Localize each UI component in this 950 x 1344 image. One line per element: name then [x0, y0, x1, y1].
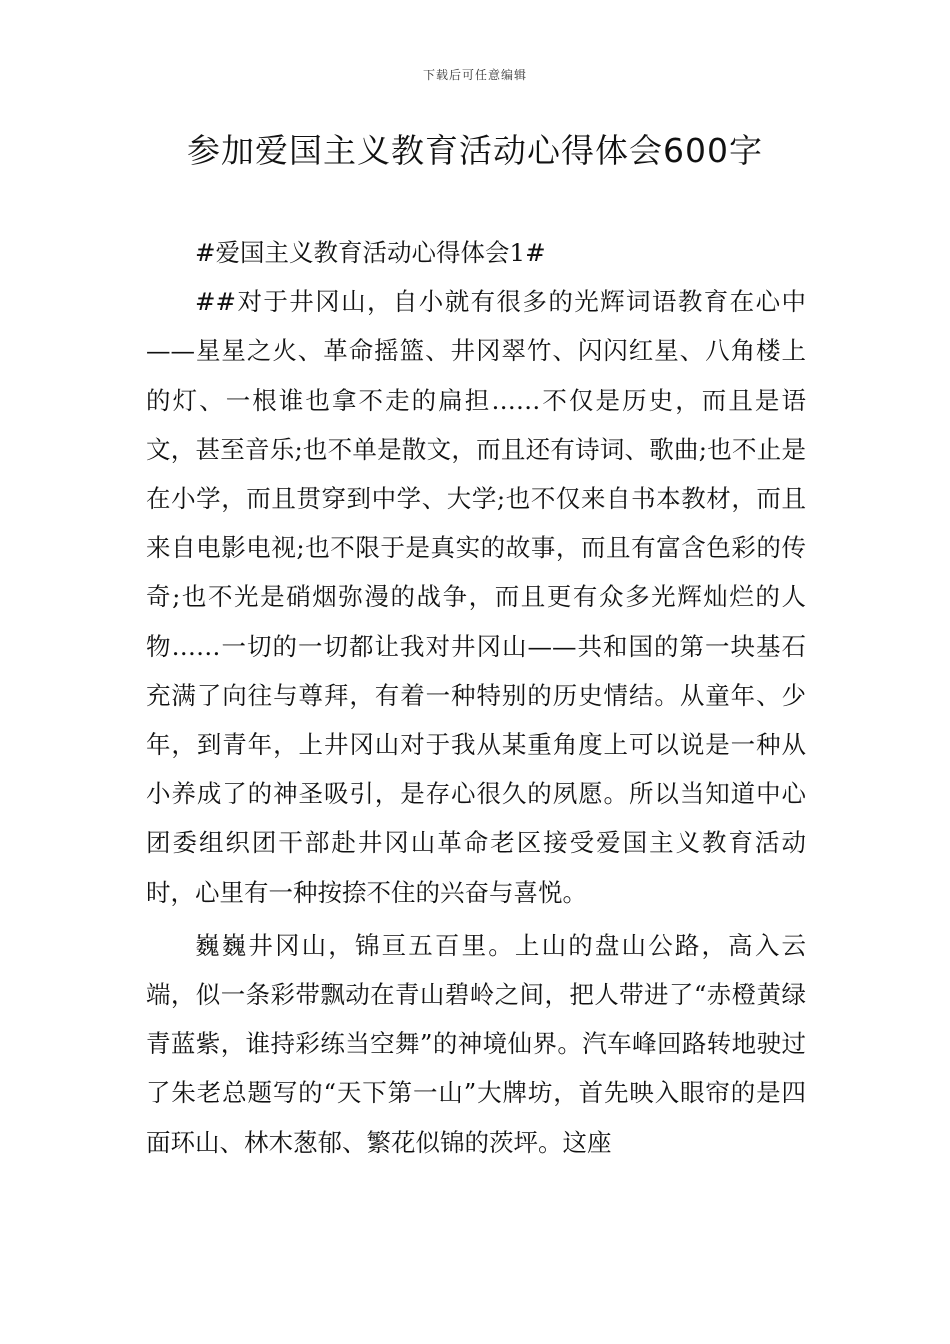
paragraph: ##对于井冈山，自小就有很多的光辉词语教育在心中——星星之火、革命摇篮、井冈翠竹、闪闪红星、八角楼上的灯、一根谁也拿不走的扁担……不仅是历史，而且是语文，甚至音乐;也不单是散文，而且还有诗词、歌曲;也不止是在小学，而且贯穿到中学、大学;也不仅来自书本教材，而且来自电影电视;也不限于是真实的故事，而且有富含色彩的传奇;也不光是硝烟弥漫的战争，而且更有众多光辉灿烂的人物……一切的一切都让我对井冈山——共和国的第一块基石充满了向往与尊拜，有着一种特别的历史情结。从童年、少年，到青年，上井冈山对于我从某重角度上可以说是一种从小养成了的神圣吸引，是存心很久的夙愿。所以当知道中心团委组织团干部赴井冈山革命老区接受爱国主义教育活动时，心里有一种按捺不住的兴奋与喜悦。: [146, 287, 806, 907]
document-title: 参加爱国主义教育活动心得体会600字: [187, 131, 763, 170]
paragraph: 巍巍井冈山，锦亘五百里。上山的盘山公路，高入云端，似一条彩带飘动在青山碧岭之间，把人带进了“赤橙黄绿青蓝紫，谁持彩练当空舞”的神境仙界。汽车峰回路转地驶过了朱老总题写的“天下第一山”大牌坊，首先映入眼帘的是四面环山、林木葱郁、繁花似锦的茨坪。这座: [146, 930, 806, 1157]
paragraph-section-heading: #爱国主义教育活动心得体会1#: [195, 238, 546, 267]
header-note: 下载后可任意编辑: [422, 68, 527, 82]
document-body: [146, 228, 806, 1167]
